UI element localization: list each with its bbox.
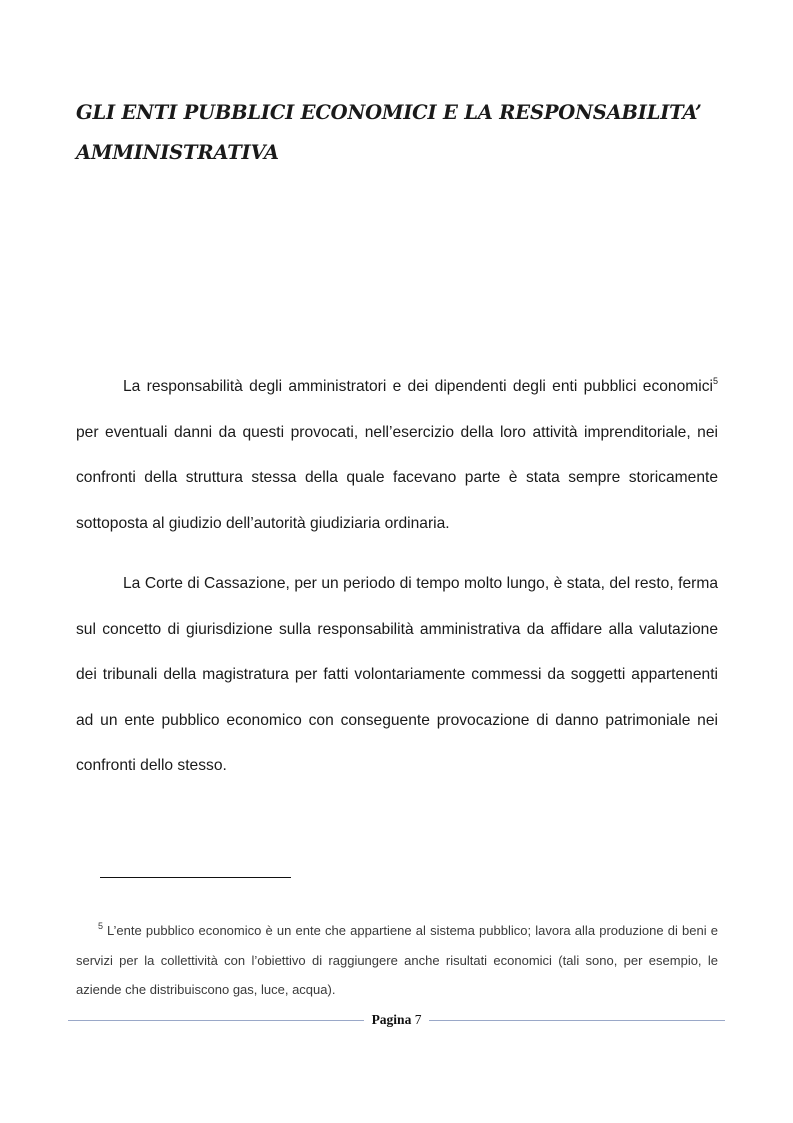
body-paragraph-2: La Corte di Cassazione, per un periodo di tempo molto lungo, è stata, del resto, ferma sul concetto di giurisdizione sulla responsabilità amministrativa da affidare alla valutazione dei tribunali della magistratura per fatti volontariamente commessi da soggetti appartenenti ad un ente pubblico economico con conseguente provocazione di danno patrimoniale nei confronti dello stesso. [76,575,718,774]
page-title: GLI ENTI PUBBLICI ECONOMICI E LA RESPONSABILITA’ AMMINISTRATIVA [76,101,702,164]
page-number-label [364,1012,430,1028]
paragraph-text: La responsabilità degli amministratori e dei dipendenti degli enti pubblici economici [123,378,713,395]
footnote-text: L’ente pubblico economico è un ente che appartiene al sistema pubblico; lavora alla produzione di beni e servizi per la collettività con l’obiettivo di raggiungere anche risultati economici (tali sono, per esempio, le aziende che distribuiscono gas, luce, acqua). [76,923,718,997]
page-label-word: Pagina [371,1012,412,1027]
page-footer [68,1010,725,1030]
paragraph-text: per eventuali danni da questi provocati, nell’esercizio della loro attività imprenditoriale, nei confronti della struttura stessa della quale facevano parte è stata sempre storicamente sottoposta al giudizio dell’autorità giudiziaria ordinaria. [76,423,718,532]
footnote-reference[interactable]: 5 [712,376,718,386]
footer-rule-right [429,1020,725,1021]
footnote [76,916,718,1005]
footnote-separator [100,877,291,878]
page-number: 7 [414,1012,422,1027]
footer-rule-left [68,1020,364,1021]
footnote-marker: 5 [98,921,104,931]
body-paragraph-1 [76,364,718,546]
